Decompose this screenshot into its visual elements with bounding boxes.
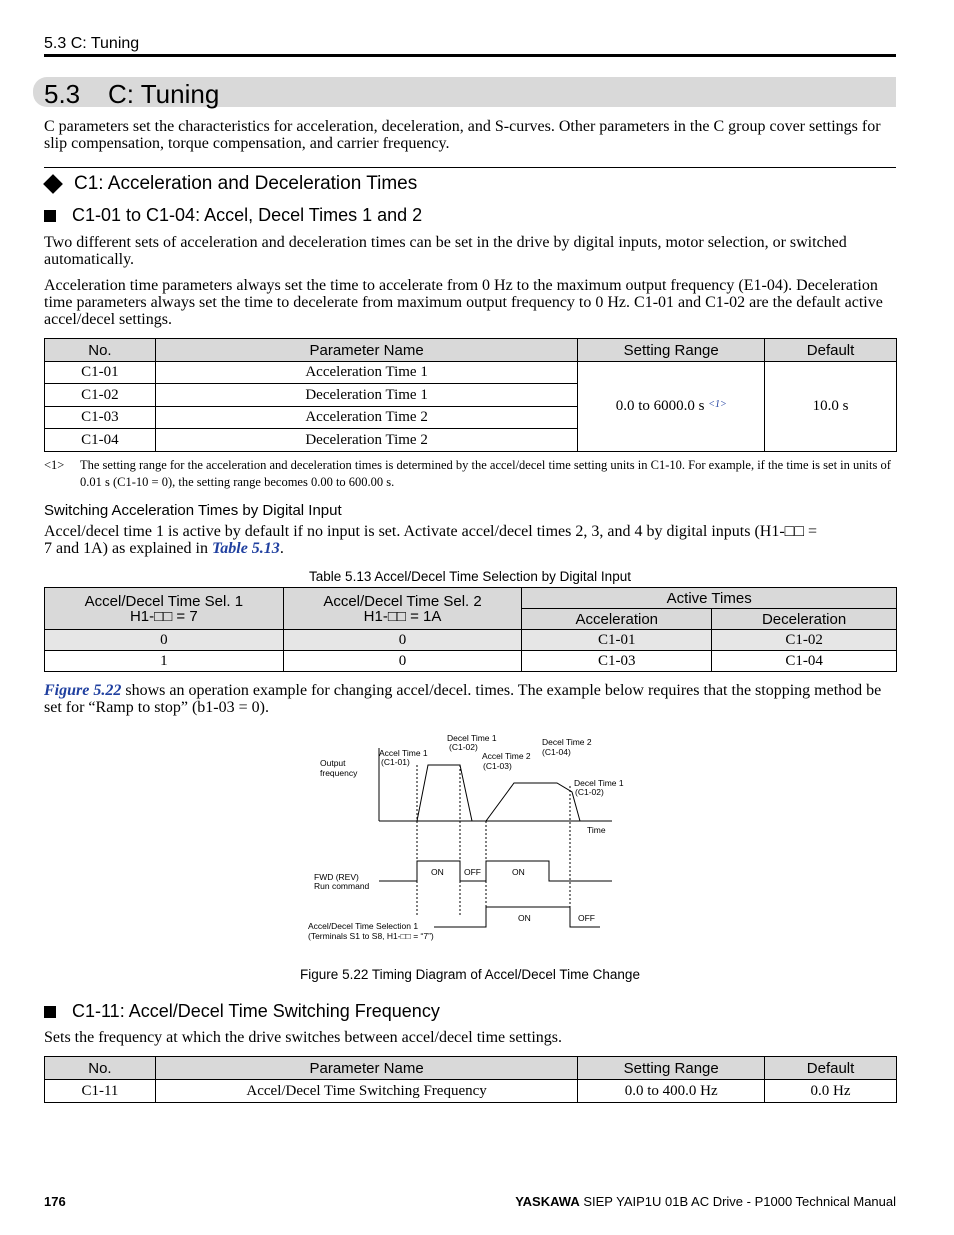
- acc-value: C1-03: [522, 651, 712, 672]
- table-row: [45, 362, 897, 384]
- page-number: 176: [44, 1194, 66, 1209]
- accel-decel-parameter-table: [44, 338, 897, 452]
- sel-1-label: Accel/Decel Time Sel. 1: [84, 592, 244, 610]
- figure-intro-text: shows an operation example for changing accel/decel. times. The example below requires that the stopping method be set for “Ramp to stop” (b1-03 = 0).: [44, 682, 882, 716]
- table-5-13-link[interactable]: Table 5.13: [211, 540, 280, 557]
- dec-value: C1-04: [712, 651, 897, 672]
- sel-label-1: Accel/Decel Time Selection 1: [308, 921, 419, 931]
- square-bullet-icon: [44, 1006, 56, 1018]
- table-5-13-caption: Table 5.13 Accel/Decel Time Selection by Digital Input: [309, 569, 631, 584]
- col-header-active-times: Active Times: [522, 588, 897, 609]
- c1-heading-text: C1: Acceleration and Deceleration Times: [74, 173, 418, 194]
- sel-2-setting: H1-□□ = 1A: [363, 607, 442, 625]
- accel2-label-2: (C1-03): [483, 761, 512, 771]
- footnote-mark: <1>: [44, 458, 65, 472]
- time-label: Time: [587, 825, 606, 835]
- sel-2-value: 0: [283, 651, 522, 672]
- setting-range-cell: [578, 362, 765, 452]
- figure-5-22-caption: Figure 5.22 Timing Diagram of Accel/Decel Time Change: [300, 967, 640, 982]
- default-value: 10.0 s: [765, 362, 897, 452]
- section-divider: [44, 167, 896, 168]
- run-on-label-1: ON: [431, 867, 444, 877]
- footnote-ref-link[interactable]: <1>: [708, 399, 727, 410]
- default-value: 0.0 Hz: [765, 1080, 897, 1103]
- param-no: C1-04: [45, 429, 156, 452]
- decel2-label-2: (C1-04): [542, 747, 571, 757]
- setting-range: 0.0 to 400.0 Hz: [578, 1080, 765, 1103]
- col-header-default: Default: [765, 339, 897, 362]
- param-no: C1-02: [45, 384, 156, 407]
- table-row: [45, 630, 897, 651]
- accel1-label-1: Accel Time 1: [379, 748, 428, 758]
- intro-paragraph: C parameters set the characteristics for acceleration, deceleration, and S-curves. Other parameters in the C group cover settings for slip compensation, torque compensation, and carrier frequency.: [44, 118, 881, 152]
- param-no: C1-03: [45, 407, 156, 429]
- col-header-no: No.: [45, 1057, 156, 1080]
- switching-text-end: .: [279, 540, 284, 557]
- c1-11-paragraph: Sets the frequency at which the drive switches between accel/decel time settings.: [44, 1029, 563, 1046]
- col-header-deceleration: Deceleration: [712, 609, 897, 630]
- col-header-sel-1: [45, 588, 284, 630]
- sel-2-label: Accel/Decel Time Sel. 2: [323, 592, 482, 610]
- param-name: Acceleration Time 1: [155, 362, 577, 384]
- output-label-2: frequency: [320, 768, 358, 778]
- figure-intro-paragraph: [44, 682, 897, 716]
- header-rule: [44, 54, 896, 57]
- decel1b-label-1: Decel Time 1: [574, 778, 624, 788]
- col-header-parameter-name: Parameter Name: [155, 339, 577, 362]
- sel-label-2: (Terminals S1 to S8, H1-□□ = “7”): [308, 931, 434, 941]
- switching-heading: Switching Acceleration Times by Digital Input: [44, 502, 342, 519]
- col-header-setting-range: Setting Range: [578, 339, 765, 362]
- c1-01-paragraph-2: Acceleration time parameters always set the time to accelerate from 0 Hz to the maximum output frequency (E1-04). Deceleration time parameters always set the time to decelerate from maximum output frequency to 0 Hz. C1-01 and C1-02 are the default active accel/decel settings.: [44, 277, 883, 328]
- col-header-parameter-name: Parameter Name: [155, 1057, 577, 1080]
- decel1a-label-1: Decel Time 1: [447, 733, 497, 743]
- decel1b-label-2: (C1-02): [575, 787, 604, 797]
- table-row: [45, 1080, 897, 1103]
- col-header-setting-range: Setting Range: [578, 1057, 765, 1080]
- param-name: Accel/Decel Time Switching Frequency: [155, 1080, 577, 1103]
- section-title: [44, 79, 219, 110]
- section-title-text: C: Tuning: [108, 79, 220, 109]
- footer-brand: YASKAWA: [515, 1194, 580, 1209]
- acc-value: C1-01: [522, 630, 712, 651]
- param-no: C1-11: [45, 1080, 156, 1103]
- running-head: 5.3 C: Tuning: [44, 35, 140, 52]
- accel2-label-1: Accel Time 2: [482, 751, 531, 761]
- fwd-label-2: Run command: [314, 881, 370, 891]
- sel-1-setting: H1-□□ = 7: [129, 607, 198, 625]
- c1-01-paragraph-1: Two different sets of acceleration and deceleration times can be set in the drive by digital inputs, motor selection, or switched automatically.: [44, 234, 847, 268]
- fwd-label-1: FWD (REV): [314, 872, 359, 882]
- setting-range: 0.0 to 6000.0 s: [615, 398, 705, 414]
- col-header-default: Default: [765, 1057, 897, 1080]
- footnote-text: The setting range for the acceleration and deceleration times is determined by the accel/decel time setting units in C1-10. For example, if the time is set in units of 0.01 s (C1-10 = 0), the setting range becomes 0.00 to 600.00 s.: [80, 458, 891, 489]
- param-name: Deceleration Time 1: [155, 384, 577, 407]
- param-name: Deceleration Time 2: [155, 429, 577, 452]
- c1-01-heading-text: C1-01 to C1-04: Accel, Decel Times 1 and 2: [72, 205, 423, 225]
- square-bullet-icon: [44, 210, 56, 222]
- sel-1-value: 1: [45, 651, 284, 672]
- run-on-label-2: ON: [512, 867, 525, 877]
- col-header-sel-2: [283, 588, 522, 630]
- accel1-label-2: (C1-01): [381, 757, 410, 767]
- timing-diagram: [300, 728, 640, 948]
- decel2-label-1: Decel Time 2: [542, 737, 592, 747]
- time-selection-table: [44, 587, 897, 672]
- c1-heading: [44, 173, 417, 195]
- sel-off-label: OFF: [578, 913, 595, 923]
- footer-manual: SIEP YAIP1U 01B AC Drive - P1000 Technical Manual: [579, 1194, 896, 1209]
- sel-1-value: 0: [45, 630, 284, 651]
- switching-paragraph: [44, 523, 824, 557]
- output-label-1: Output: [320, 758, 346, 768]
- decel1a-label-2: (C1-02): [449, 742, 478, 752]
- col-header-no: No.: [45, 339, 156, 362]
- switching-frequency-table: [44, 1056, 897, 1103]
- footer-manual-title: [515, 1194, 896, 1209]
- table-row: [45, 651, 897, 672]
- figure-5-22-link[interactable]: Figure 5.22: [44, 682, 122, 699]
- dec-value: C1-02: [712, 630, 897, 651]
- switching-text: Accel/decel time 1 is active by default if no input is set. Activate accel/decel times 2, 3, and 4 by digital inputs (H1-□□ = 7 and 1A) as explained in: [44, 523, 818, 557]
- sel-on-label: ON: [518, 913, 531, 923]
- param-name: Acceleration Time 2: [155, 407, 577, 429]
- col-header-acceleration: Acceleration: [522, 609, 712, 630]
- diamond-bullet-icon: [43, 174, 63, 194]
- run-off-label: OFF: [464, 867, 481, 877]
- c1-11-heading-text: C1-11: Accel/Decel Time Switching Frequency: [72, 1001, 440, 1021]
- c1-01-heading: [44, 205, 422, 226]
- c1-11-heading: [44, 1001, 440, 1022]
- param-no: C1-01: [45, 362, 156, 384]
- table-footnote: [44, 457, 897, 491]
- section-number: 5.3: [44, 79, 81, 109]
- sel-2-value: 0: [283, 630, 522, 651]
